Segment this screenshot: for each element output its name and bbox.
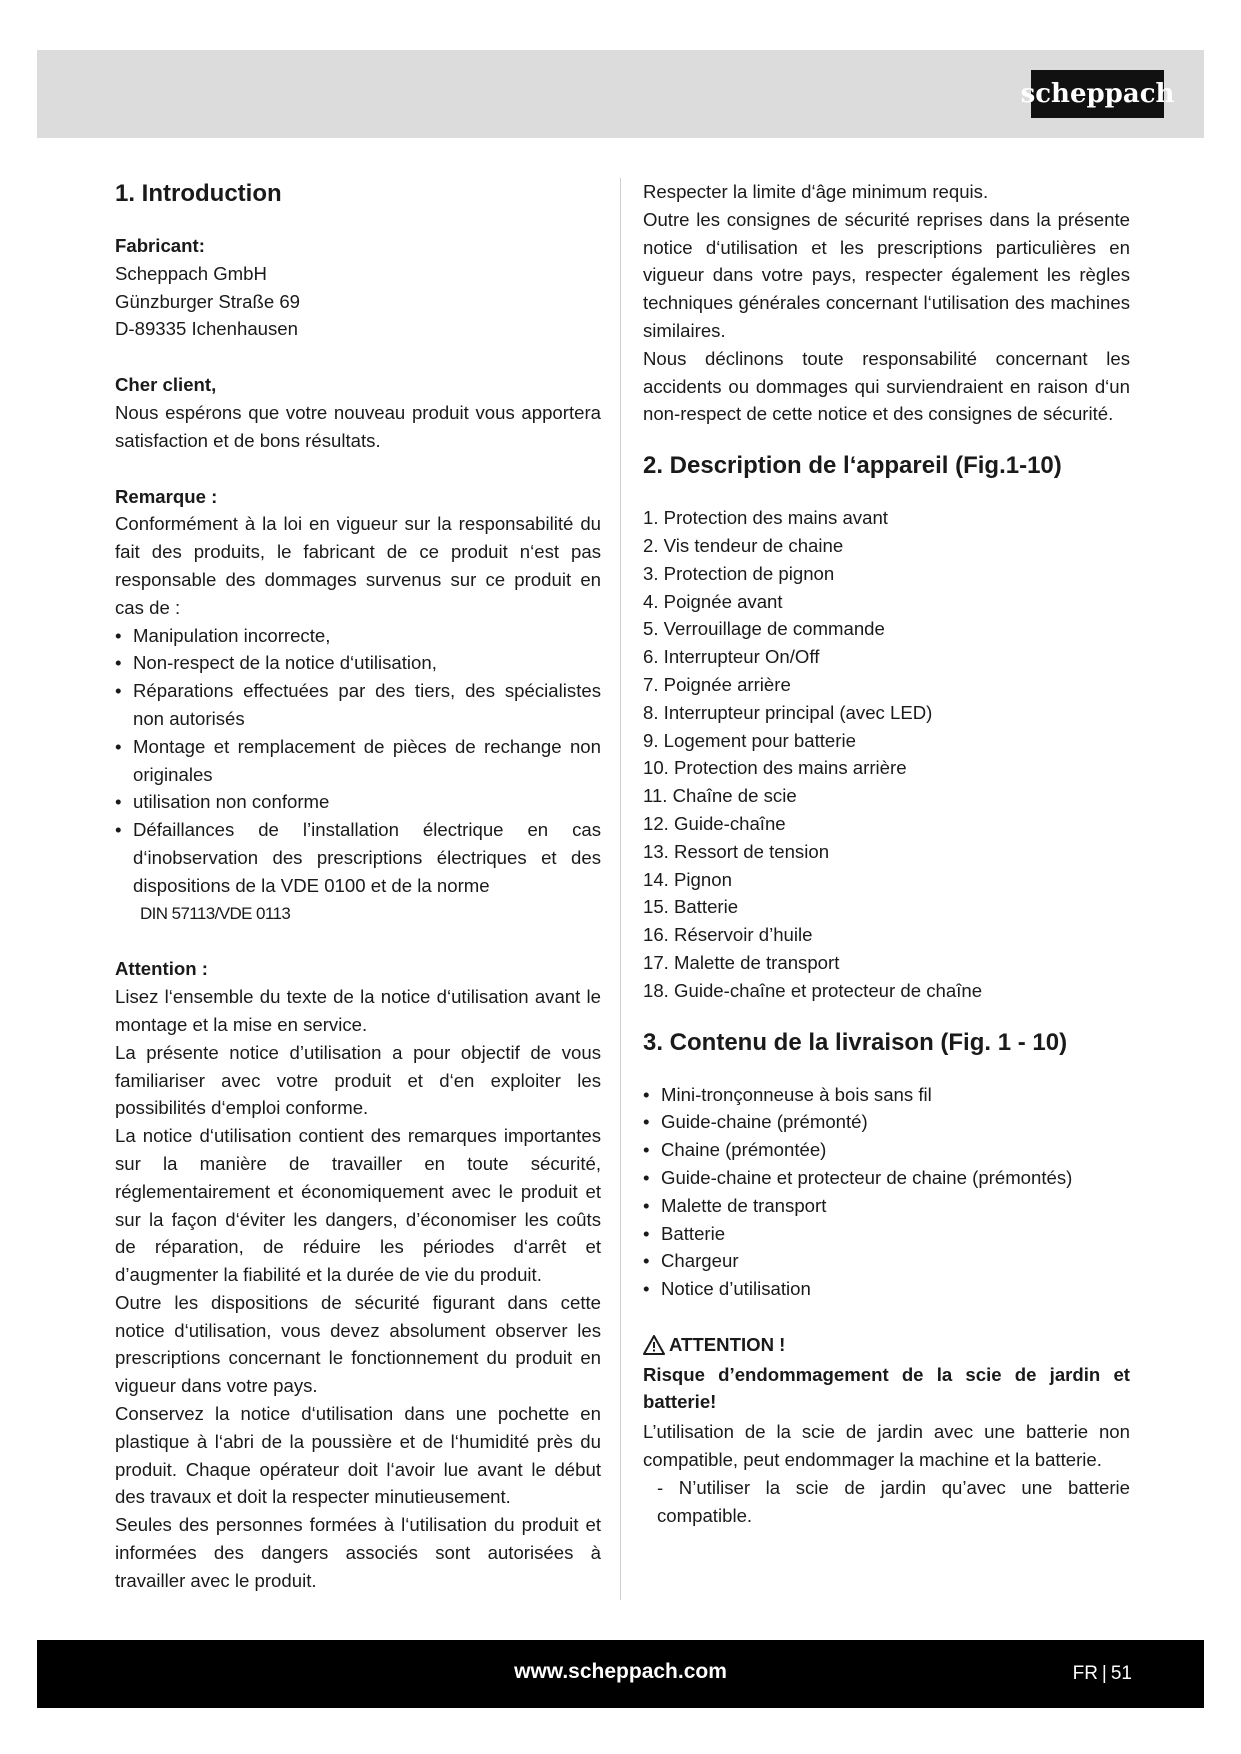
list-item: • Batterie [643, 1220, 1130, 1248]
attention-paragraph: Outre les dispositions de sécurité figurant dans cette notice d‘utilisation, vous devez absolument observer les prescriptions concernant le fonctionnement du produit en vigueur dans votre pays. [115, 1291, 601, 1397]
list-item: • Non-respect de la notice d‘utilisation, [115, 649, 601, 677]
list-item [115, 816, 601, 927]
list-item: 13. Ressort de tension [643, 840, 830, 862]
list-item: 8. Interrupteur principal (avec LED) [643, 701, 933, 723]
list-item: 6. Interrupteur On/Off [643, 646, 820, 668]
section-1-title: 1. Introduction [115, 180, 282, 207]
list-item: • Guide-chaine (prémonté) [643, 1108, 1130, 1136]
attention-paragraph: Seules des personnes formées à l‘utilisation du produit et informées des dangers associés sont autorisées à travailler avec le produit. [115, 1514, 601, 1591]
attention-paragraph: Lisez l‘ensemble du texte de la notice d‘utilisation avant le montage et la mise en service. [115, 986, 601, 1035]
section-3-title: 3. Contenu de la livraison (Fig. 1 - 10) [643, 1028, 1068, 1056]
list-item: • Mini-tronçonneuse à bois sans fil [643, 1081, 1130, 1109]
page-footer [37, 1640, 1204, 1708]
manufacturer-line: D-89335 Ichenhausen [115, 318, 298, 340]
column-divider [620, 178, 621, 1600]
list-item: • Réparations effectuées par des tiers, des spécialistes non autorisés [115, 677, 601, 733]
list-item: 1. Protection des mains avant [643, 507, 888, 529]
page-number: 51 [1110, 1663, 1132, 1684]
intro-paragraph: Respecter la limite d‘âge minimum requis. [643, 181, 989, 202]
warning-title: ATTENTION ! [669, 1333, 786, 1355]
list-item: 9. Logement pour batterie [643, 729, 856, 751]
manufacturer-line: Günzburger Straße 69 [115, 290, 301, 312]
contents-list [643, 1081, 1130, 1303]
manufacturer-label: Fabricant: [115, 235, 205, 256]
right-column [643, 178, 1130, 1529]
din-reference: DIN 57113/VDE 0113 [140, 903, 291, 923]
warning-subtitle: Risque d’endommagement de la scie de jardin et batterie! [643, 1363, 1130, 1413]
list-item: 5. Verrouillage de commande [643, 618, 885, 640]
list-item: 11. Chaîne de scie [643, 785, 797, 807]
list-item: 14. Pignon [643, 868, 732, 890]
page-indicator: FR | 51 [1072, 1663, 1132, 1684]
list-item: 12. Guide-chaîne [643, 812, 786, 834]
attention-paragraph: La notice d‘utilisation contient des remarques importantes sur la manière de travailler en toute sécurité, réglementairement et économiquement avec le produit et sur la façon d‘éviter les dangers, d’économiser les coûts de réparation, de réduire les périodes d‘arrêt et d’augmenter la fiabilité et la durée de vie du produit. [115, 1125, 601, 1286]
list-item: 4. Poignée avant [643, 590, 783, 612]
brand-logo: scheppach [1031, 70, 1164, 118]
list-item: 17. Malette de transport [643, 951, 840, 973]
attention-label: Attention : [115, 958, 208, 980]
manufacturer-line: Scheppach GmbH [115, 262, 267, 284]
list-item: 15. Batterie [643, 896, 739, 918]
list-item: • Chaine (prémontée) [643, 1136, 1130, 1164]
warning-instruction: - N’utiliser la scie de jardin qu’avec une batterie compatible. [657, 1476, 1130, 1526]
left-column [115, 178, 601, 1595]
list-item-text: Défaillances de l’installation électrique en cas d‘inobservation des prescriptions électriques et des dispositions de la VDE 0100 et de la norme [133, 819, 601, 896]
page-header [37, 50, 1204, 138]
warning-heading [643, 1331, 1130, 1359]
client-text: Nous espérons que votre nouveau produit vous apportera satisfaction et de bons résultats. [115, 401, 601, 451]
warning-triangle-icon [643, 1335, 665, 1355]
client-label: Cher client, [115, 374, 217, 396]
list-item: • Manipulation incorrecte, [115, 622, 601, 650]
remark-list [115, 622, 601, 928]
remark-label: Remarque : [115, 485, 218, 507]
list-item: 2. Vis tendeur de chaine [643, 534, 844, 556]
parts-list [643, 504, 1130, 1004]
list-item: 16. Réservoir d’huile [643, 924, 813, 946]
intro-paragraph: Nous déclinons toute responsabilité concernant les accidents ou dommages qui surviendraient en raison d‘un non-respect de cette notice et des consignes de sécurité. [643, 347, 1130, 425]
list-item: • Malette de transport [643, 1192, 1130, 1220]
list-item: 10. Protection des mains arrière [643, 757, 907, 779]
intro-paragraph: Outre les consignes de sécurité reprises dans la présente notice d‘utilisation et les prescriptions particulières en vigueur dans votre pays, respecter également les règles techniques générales concernant l‘utilisation des machines similaires. [643, 208, 1130, 341]
attention-paragraph: La présente notice d’utilisation a pour objectif de vous familiariser avec votre produit et d‘en exploiter les possibilités d‘emploi conforme. [115, 1041, 601, 1119]
website-link[interactable]: www.scheppach.com [514, 1660, 727, 1683]
list-item: 3. Protection de pignon [643, 562, 835, 584]
warning-text: L’utilisation de la scie de jardin avec une batterie non compatible, peut endommager la machine et la batterie. [643, 1421, 1130, 1471]
list-item: 7. Poignée arrière [643, 673, 791, 695]
list-item: • Montage et remplacement de pièces de rechange non originales [115, 733, 601, 789]
section-2-title: 2. Description de l‘appareil (Fig.1-10) [643, 452, 1062, 480]
list-item: • utilisation non conforme [115, 788, 601, 816]
list-item: 18. Guide-chaîne et protecteur de chaîne [643, 979, 983, 1001]
list-item: • Chargeur [643, 1247, 1130, 1275]
attention-paragraph: Conservez la notice d‘utilisation dans une pochette en plastique à l‘abri de la poussière et de l‘humidité près du produit. Chaque opérateur doit l‘avoir lue avant le début des travaux et doit la respecter minutieusement. [115, 1403, 601, 1508]
language-code: FR [1072, 1663, 1098, 1684]
list-item: • Guide-chaine et protecteur de chaine (prémontés) [643, 1164, 1130, 1192]
remark-text: Conformément à la loi en vigueur sur la responsabilité du fait des produits, le fabricant de ce produit n‘est pas responsable des dommages survenus sur ce produit en cas de : [115, 513, 601, 618]
list-item: • Notice d’utilisation [643, 1275, 1130, 1303]
